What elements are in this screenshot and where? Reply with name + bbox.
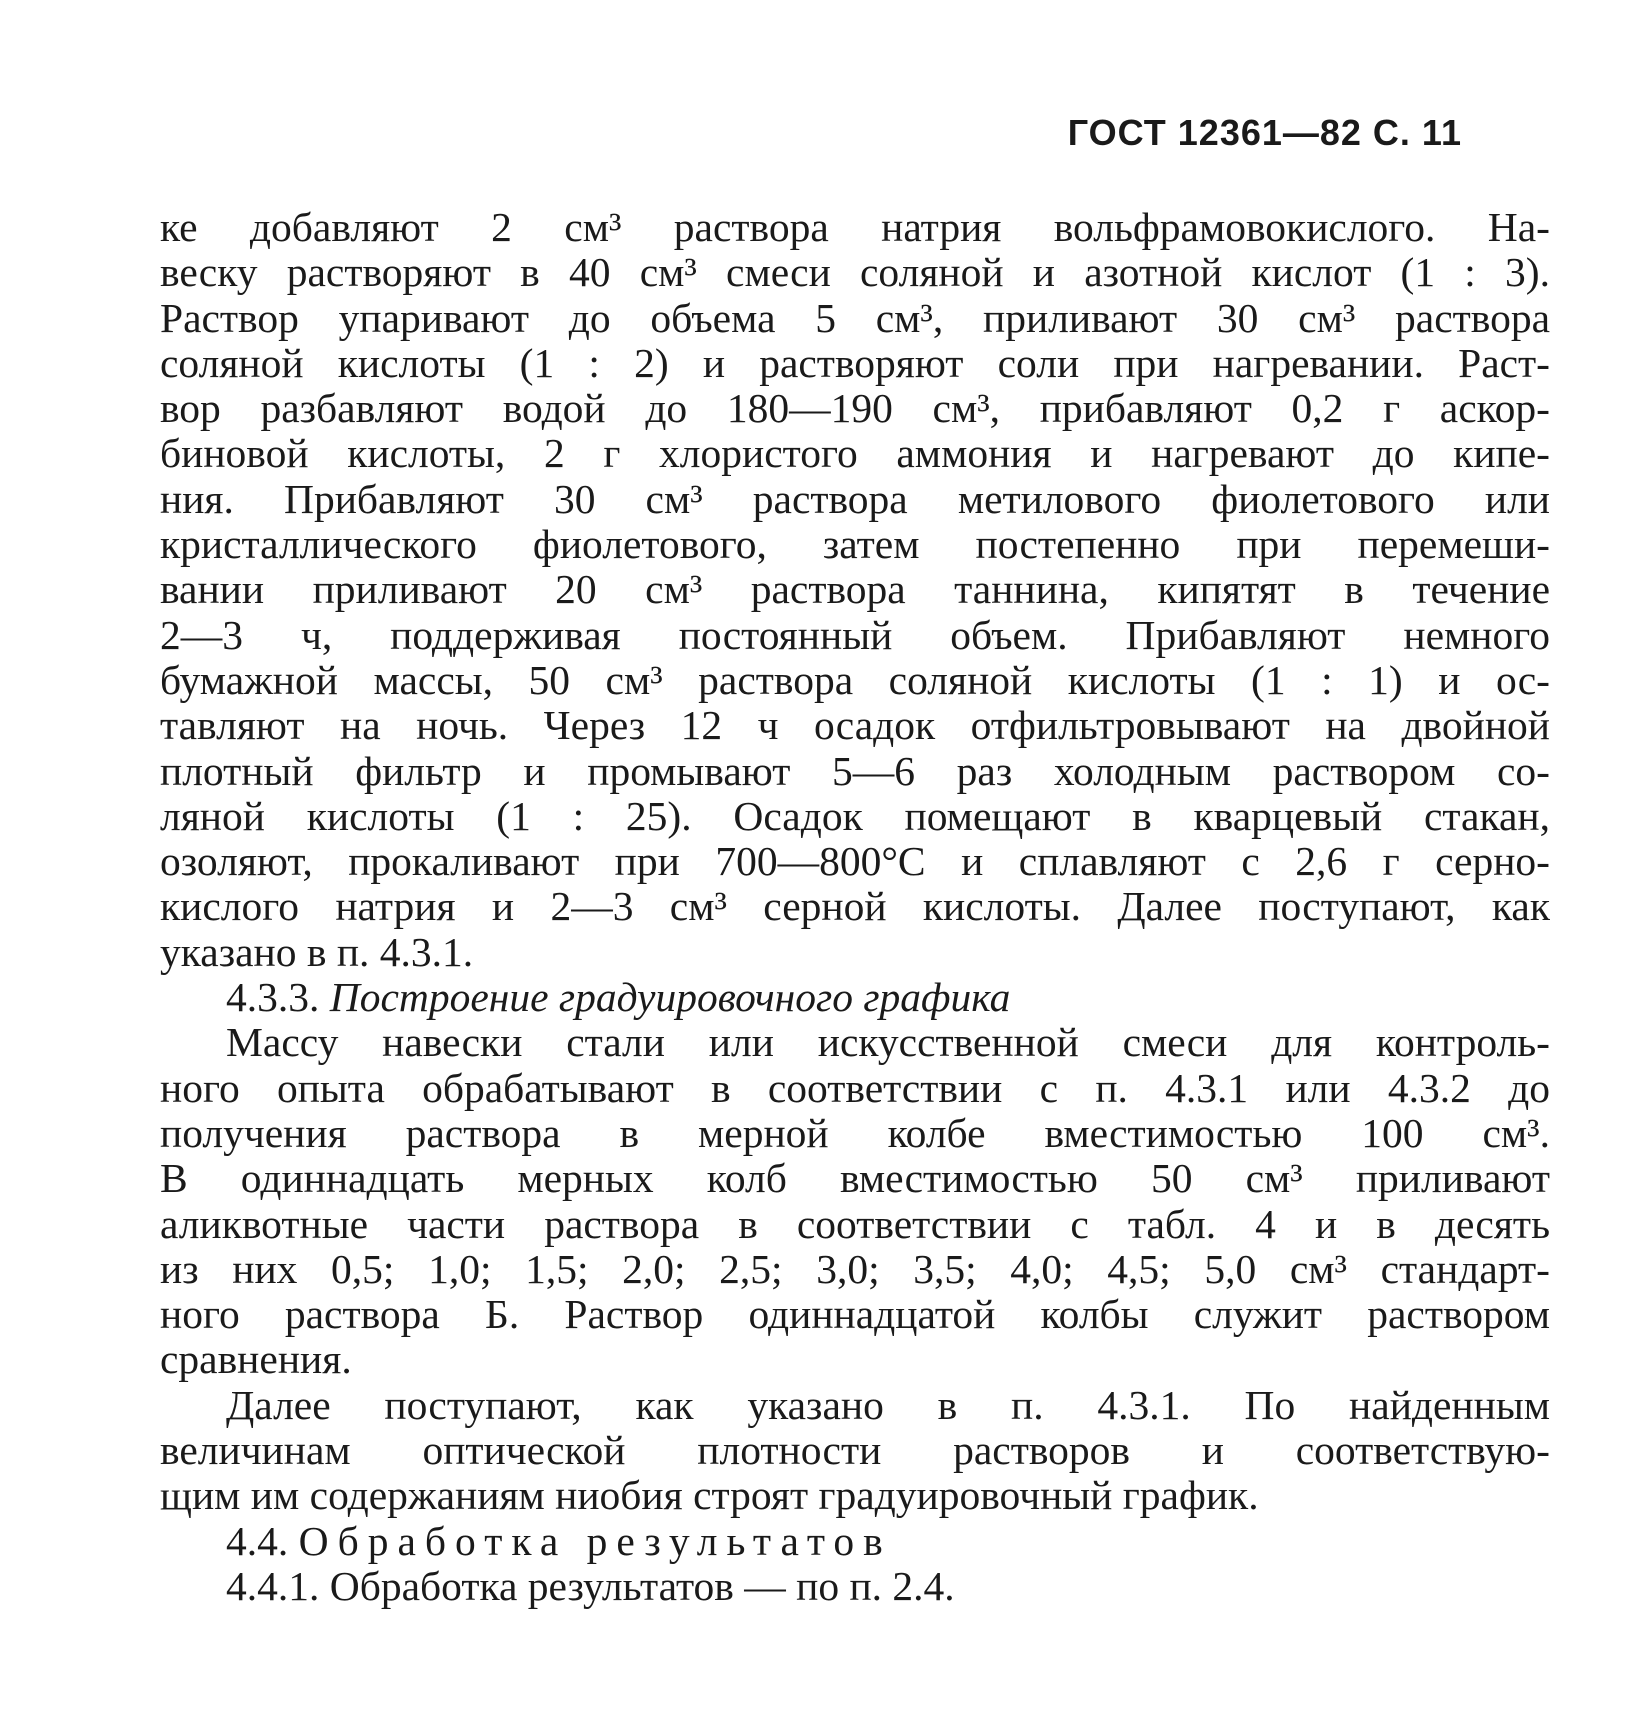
text-line: В одиннадцать мерных колб вместимостью 50 см³ приливают — [160, 1156, 1550, 1202]
text-line: плотный фильтр и промывают 5—6 раз холодным раствором со- — [160, 748, 1550, 794]
text-line: сравнения. — [160, 1337, 352, 1383]
text-line: биновой кислоты, 2 г хлористого аммония и нагревают до кипе- — [160, 431, 1550, 477]
text-line: щим им содержаниям ниобия строят градуировочный график. — [160, 1473, 1259, 1519]
text-line: Далее поступают, как указано в п. 4.3.1. По найденным — [226, 1382, 1550, 1428]
text-line: из них 0,5; 1,0; 1,5; 2,0; 2,5; 3,0; 3,5; 4,0; 4,5; 5,0 см³ стандарт- — [160, 1246, 1550, 1292]
text-line: кристаллического фиолетового, затем постепенно при перемеши- — [160, 522, 1550, 568]
section-title: Построение градуировочного графика — [329, 975, 1011, 1021]
document-body — [160, 205, 1550, 1609]
text-line: указано в п. 4.3.1. — [160, 929, 474, 975]
section-heading-4-3-3 — [160, 975, 1550, 1020]
paragraph-further — [160, 1383, 1550, 1519]
text-line: соляной кислоты (1 : 2) и растворяют соли при нагревании. Раст- — [160, 340, 1550, 386]
text-line: Раствор упаривают до объема 5 см³, приливают 30 см³ раствора — [160, 295, 1550, 341]
text-line: ного опыта обрабатывают в соответствии с п. 4.3.1 или 4.3.2 до — [160, 1065, 1550, 1111]
text-line: вор разбавляют водой до 180—190 см³, прибавляют 0,2 г аскор- — [160, 386, 1550, 432]
text-line: озоляют, прокаливают при 700—800°С и сплавляют с 2,6 г серно- — [160, 839, 1550, 885]
section-title: Обработка результатов — [298, 1518, 892, 1564]
section-number: 4.4. — [226, 1518, 289, 1564]
text-line: кислого натрия и 2—3 см³ серной кислоты. Далее поступают, как — [160, 884, 1550, 930]
section-number: 4.3.3. — [226, 975, 320, 1021]
text-line: ляной кислоты (1 : 25). Осадок помещают в кварцевый стакан, — [160, 793, 1550, 839]
text-line: ного раствора Б. Раствор одиннадцатой колбы служит раствором — [160, 1292, 1550, 1338]
text-line: ке добавляют 2 см³ раствора натрия вольфрамовокислого. На- — [160, 205, 1550, 250]
page-header: ГОСТ 12361—82 С. 11 — [1067, 112, 1462, 153]
text-line: вании приливают 20 см³ раствора таннина, кипятят в течение — [160, 567, 1550, 613]
text-line: бумажной массы, 50 см³ раствора соляной кислоты (1 : 1) и ос- — [160, 657, 1550, 703]
text-line: ния. Прибавляют 30 см³ раствора метилового фиолетового или — [160, 476, 1550, 522]
paragraph-continuation — [160, 205, 1550, 975]
text-line: тавляют на ночь. Через 12 ч осадок отфильтровывают на двойной — [160, 703, 1550, 749]
text-line: веску растворяют в 40 см³ смеси соляной и азотной кислот (1 : 3). — [160, 250, 1550, 296]
text-line: получения раствора в мерной колбе вместимостью 100 см³. — [160, 1110, 1550, 1156]
text-line: Массу навески стали или искусственной смеси для контроль- — [226, 1020, 1550, 1066]
section-heading-4-4 — [160, 1519, 1550, 1564]
text-line: аликвотные части раствора в соответствии с табл. 4 и в десять — [160, 1201, 1550, 1247]
section-4-4-1: 4.4.1. Обработка результатов — по п. 2.4. — [226, 1563, 955, 1609]
text-line: величинам оптической плотности растворов и соответствую- — [160, 1428, 1550, 1474]
text-line: 2—3 ч, поддерживая постоянный объем. Прибавляют немного — [160, 612, 1550, 658]
paragraph-calibration — [160, 1020, 1550, 1382]
